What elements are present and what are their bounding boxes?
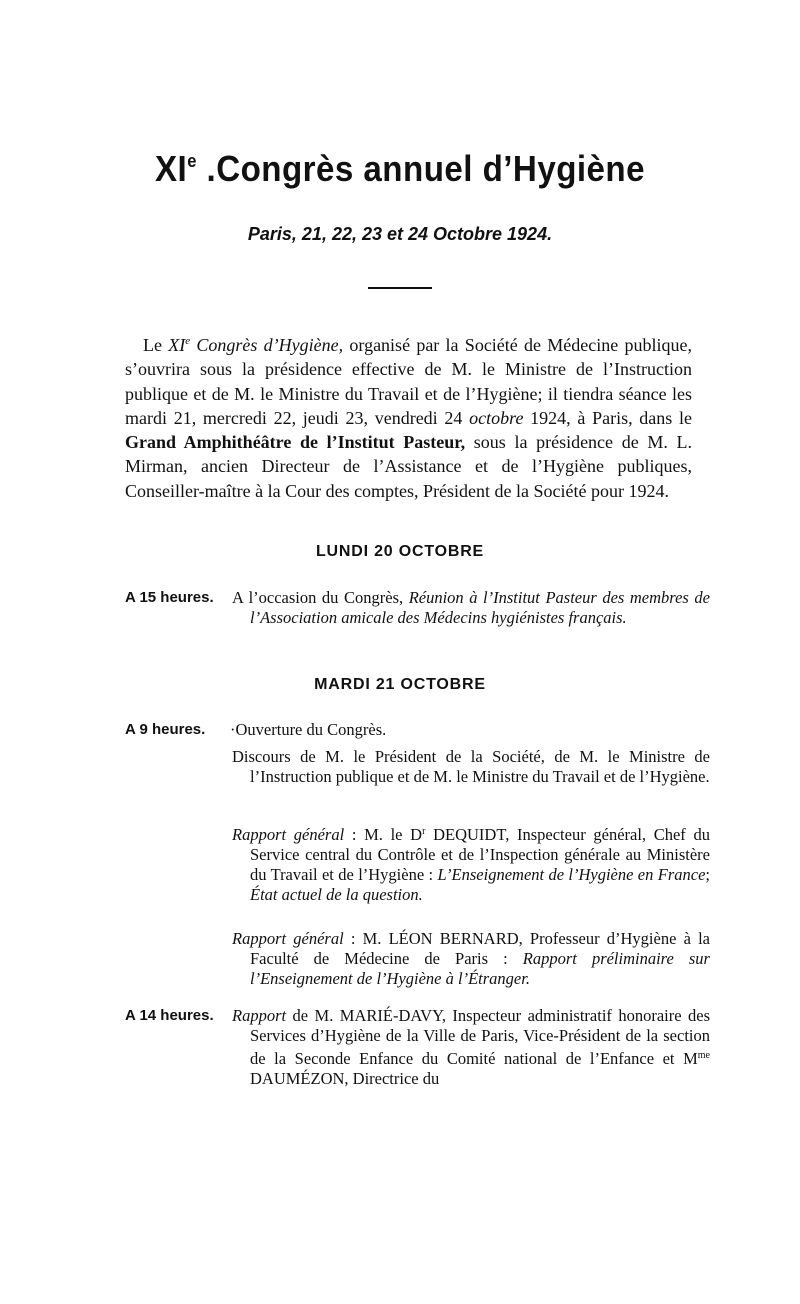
day-heading-mardi: MARDI 21 OCTOBRE	[314, 676, 486, 693]
entry-text: Rapport de M. MARIÉ-DAVY, Inspecteur administratif honoraire des Services d’Hygiène de la Ville de Paris, Vice-Président de la section de la Seconde Enfance du Comité national de l’Enfance et $M^{me}$ DAUMÉZON, Directrice du	[232, 1006, 710, 1088]
entry-opening: ·Ouverture du Congrès.	[230, 720, 387, 739]
entry-text: A l’occasion du Congrès, Réunion à l’Institut Pasteur des membres de l’Association amicale des Médecins hygiénistes français.	[232, 588, 710, 627]
day-heading-lundi: LUNDI 20 OCTOBRE	[315, 543, 485, 560]
entry-time: A 15 heures.	[125, 589, 214, 606]
entry-time: A 14 heures.	[125, 1007, 214, 1024]
entry-time: A 9 heures.	[125, 721, 206, 738]
subtitle: Paris, 21, 22, 23 et 24 Octobre 1924.	[247, 224, 553, 244]
page-title: XIe .Congrès annuel d’Hygiène	[154, 148, 646, 189]
intro-paragraph: Le XIe Congrès d’Hygiène, organisé par la Société de Médecine publique, s’ouvrira sous la présidence effective de M. le Ministre de l’Instruction publique et de M. le Ministre du Travail et de l’Hygiène; il tiendra séance les mardi 21, mercredi 22, jeudi 23, vendredi 24 octobre 1924, à Paris, dans le Grand Amphithéâtre de l’Institut Pasteur, sous la présidence de M. L. Mirman, ancien Directeur de l’Assistance et de l’Hygiène publiques, Conseiller-maître à la Cour des comptes, Président de la Société pour 1924.	[125, 335, 693, 501]
entry-speech: Discours de M. le Président de la Société, de M. le Ministre de l’Instruction publique et de M. le Ministre du Travail et de l’Hygiène.	[232, 747, 710, 786]
divider-rule	[368, 287, 432, 289]
entry-report-2: Rapport général : M. LÉON BERNARD, Professeur d’Hygiène à la Faculté de Médecine de Paris : Rapport préliminaire sur l’Enseignement de l’Hygiène à l’Étranger.	[232, 929, 710, 988]
entry-report-1: Rapport général : M. le $D^r$ DEQUIDT, Inspecteur général, Chef du Service central du Contrôle et de l’Inspection générale au Ministère du Travail et de l’Hygiène : L’Enseignement de l’Hygiène en France; État actuel de la question.	[232, 825, 710, 904]
